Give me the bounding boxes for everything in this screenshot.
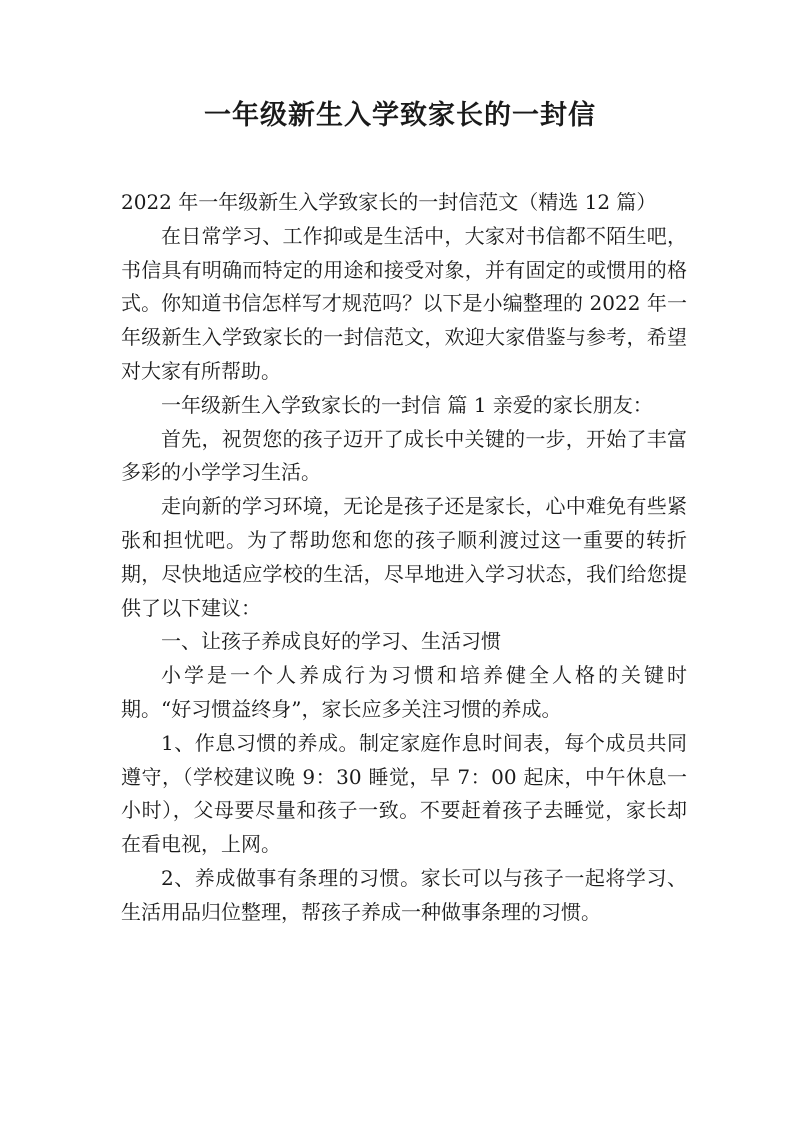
letter-heading: 一年级新生入学致家长的一封信 篇 1 亲爱的家长朋友： bbox=[161, 392, 653, 417]
routine-habit-paragraph: 1、作息习惯的养成。制定家庭作息时间表，每个成员共同遵守，（学校建议晚 9：30 睡觉，早 7：00 起床，中午休息一小时），父母要尽量和孩子一致。不要赶着孩子去睡觉，家长却在看电视，上网。 bbox=[121, 730, 687, 857]
intro-paragraph: 在日常学习、工作抑或是生活中，大家对书信都不陌生吧，书信具有明确而特定的用途和接受对象，并有固定的或惯用的格式。你知道书信怎样写才规范吗？以下是小编整理的 2022 年一年级新生入学致家长的一封信范文，欢迎大家借鉴与参考，希望对大家有所帮助。 bbox=[121, 223, 687, 383]
habits-intro-paragraph: 小学是一个人养成行为习惯和培养健全人格的关键时期。“好习惯益终身”，家长应多关注习惯的养成。 bbox=[121, 663, 687, 721]
document-title: 一年级新生入学致家长的一封信 bbox=[204, 100, 596, 131]
document-subtitle: 2022 年一年级新生入学致家长的一封信范文（精选 12 篇） bbox=[121, 190, 657, 214]
congratulation-paragraph: 首先，祝贺您的孩子迈开了成长中关键的一步，开始了丰富多彩的小学学习生活。 bbox=[121, 426, 687, 485]
organization-habit-paragraph: 2、养成做事有条理的习惯。家长可以与孩子一起将学习、生活用品归位整理，帮孩子养成一种做事条理的习惯。 bbox=[121, 865, 687, 924]
document-body bbox=[121, 186, 687, 930]
new-environment-paragraph: 走向新的学习环境，无论是孩子还是家长，心中难免有些紧张和担忧吧。为了帮助您和您的孩子顺利渡过这一重要的转折期，尽快地适应学校的生活，尽早地进入学习状态，我们给您提供了以下建议： bbox=[121, 494, 687, 620]
section-heading-habits: 一、让孩子养成良好的学习、生活习惯 bbox=[161, 629, 501, 654]
